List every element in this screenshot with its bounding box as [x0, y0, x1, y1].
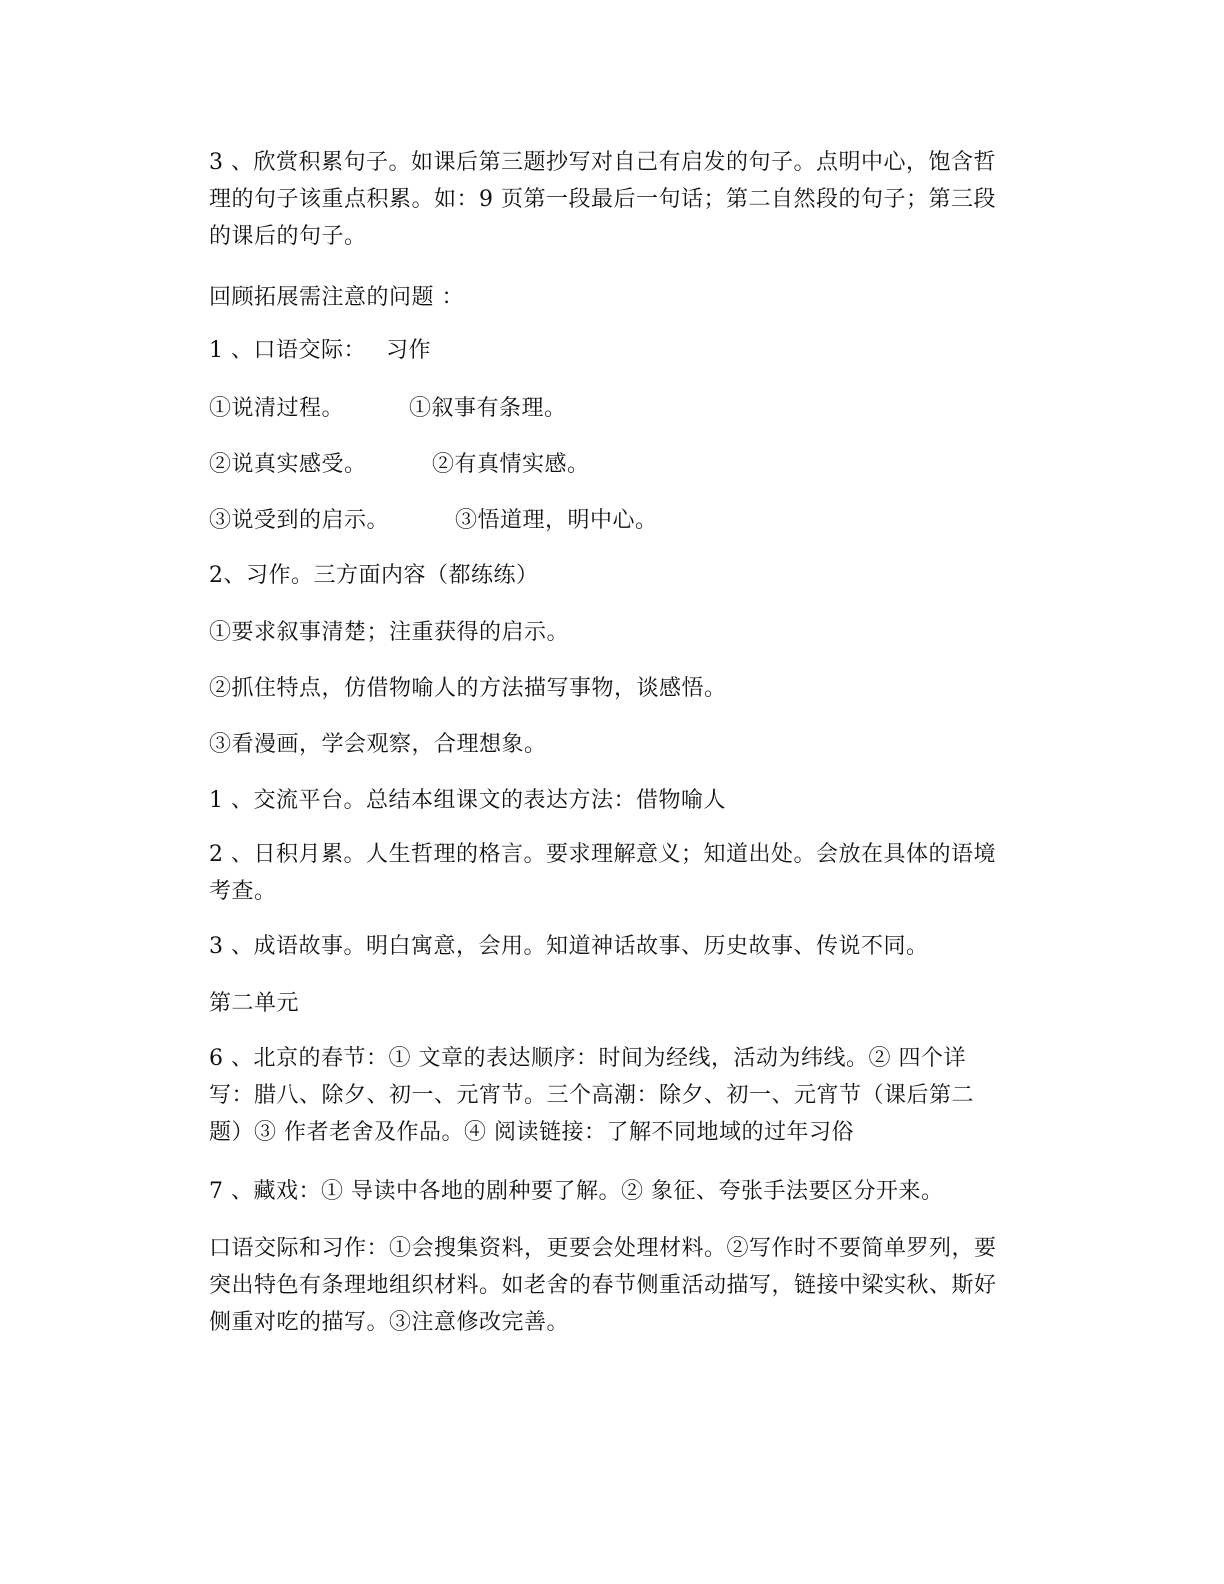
- oral-item-1: ①说清过程。: [209, 396, 345, 421]
- paragraph-oral-and-composition: 口语交际和习作：①会搜集资料，更要会处理材料。②写作时不要简单罗列，要突出特色有条理地组织材料。如老舍的春节侧重活动描写，链接中梁实秋、斯好侧重对吃的描写。③注意修改完善。: [209, 1236, 997, 1335]
- paragraph-idiom-stories: 3 、成语故事。明白寓意，会用。知道神话故事、历史故事、传说不同。: [209, 934, 929, 959]
- composition-item-2: ②有真情实感。: [432, 452, 590, 477]
- composition-requirement-3: ③看漫画，学会观察，合理想象。: [209, 732, 547, 757]
- heading-review-notes: 回顾拓展需注意的问题 ：: [209, 285, 464, 310]
- paragraph-exchange-platform: 1 、交流平台。总结本组课文的表达方法：借物喻人: [209, 788, 726, 813]
- composition-item-1: ①叙事有条理。: [409, 396, 567, 421]
- composition-requirement-1: ①要求叙事清楚；注重获得的启示。: [209, 620, 570, 645]
- paragraph-daily-accumulation: 2 、日积月累。人生哲理的格言。要求理解意义；知道出处。会放在具体的语境考查。: [209, 842, 996, 904]
- paragraph-appreciate-sentences: 3 、欣赏积累句子。如课后第三题抄写对自己有启发的句子。点明中心，饱含哲理的句子该重点积累。如：9 页第一段最后一句话；第二自然段的句子；第三段的课后的句子。: [209, 150, 996, 249]
- oral-item-2: ②说真实感受。: [209, 452, 367, 477]
- section-heading-unit-two: 第二单元: [209, 991, 300, 1016]
- composition-label: 习作: [386, 338, 432, 363]
- composition-item-3: ③悟道理，明中心。: [455, 508, 658, 533]
- paragraph-tibetan-opera: 7 、藏戏：① 导读中各地的剧种要了解。② 象征、夸张手法要区分开来。: [209, 1179, 944, 1204]
- paragraph-beijing-spring-festival: 6 、北京的春节：① 文章的表达顺序：时间为经线，活动为纬线。② 四个详写：腊八、除夕、初一、元宵节。三个高潮：除夕、初一、元宵节（课后第二题）③ 作者老舍及作品。④ 阅读链接：了解不同地域的过年习俗: [209, 1046, 975, 1145]
- oral-communication-label: 1 、口语交际：: [209, 338, 366, 363]
- composition-requirement-2: ②抓住特点，仿借物喻人的方法描写事物，谈感悟。: [209, 676, 727, 701]
- oral-item-3: ③说受到的启示。: [209, 508, 390, 533]
- paragraph-composition-three-aspects: 2、习作。三方面内容（都练练）: [209, 563, 539, 588]
